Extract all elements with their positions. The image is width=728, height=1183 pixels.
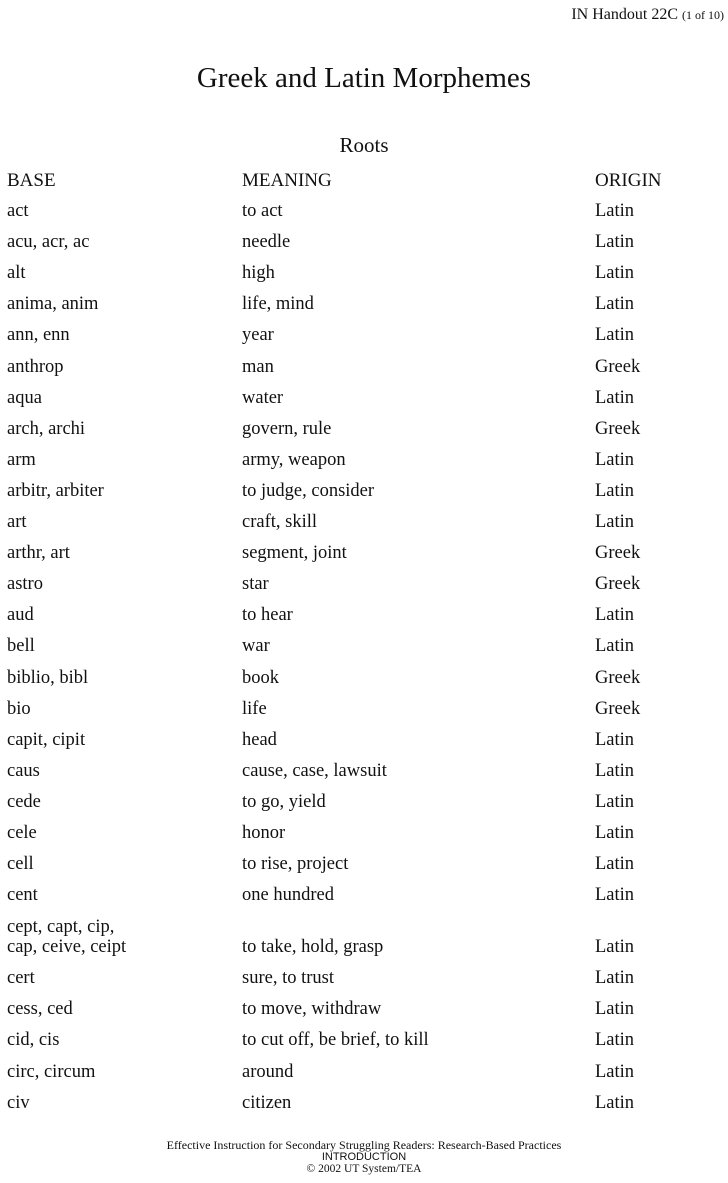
table-header-row [0,165,728,196]
table-row [0,818,728,849]
meaning-cell: life, mind [242,294,314,315]
base-cell: cede [7,791,41,812]
meaning-cell: life [242,698,267,719]
table-row [0,227,728,258]
base-cell: cess, ced [7,999,73,1020]
table-row [0,1057,728,1088]
base-cell: anima, anim [7,294,99,315]
meaning-cell: to cut off, be brief, to kill [242,1030,429,1051]
table-row [0,1025,728,1056]
origin-cell: Latin [595,729,635,750]
base-cell: bio [7,698,31,719]
origin-cell: Latin [595,201,635,222]
base-cell: cele [7,822,37,843]
meaning-cell: craft, skill [242,512,318,533]
base-cell: cid, cis [7,1030,60,1051]
column-header-origin: ORIGIN [595,170,662,191]
origin-cell: Latin [595,822,635,843]
base-cell: circ, circum [7,1061,96,1082]
origin-cell: Greek [595,418,641,439]
base-cell: civ [7,1092,30,1113]
meaning-cell: head [242,729,277,750]
base-cell: act [7,201,29,222]
base-cell: ann, enn [7,325,70,346]
table-row [0,445,728,476]
page-info: (1 of 10) [682,8,724,22]
base-cell: cent [7,885,38,906]
column-header-base: BASE [7,170,56,191]
meaning-cell: to move, withdraw [242,999,382,1020]
base-cell: arch, archi [7,418,86,439]
table-row [0,911,728,963]
meaning-cell: book [242,667,279,688]
meaning-cell: star [242,574,269,595]
origin-cell: Latin [595,449,635,470]
base-cell: bell [7,636,35,657]
origin-cell: Latin [595,885,635,906]
meaning-cell: war [242,636,270,657]
origin-cell: Latin [595,480,635,501]
base-cell: astro [7,574,43,595]
handout-number: IN Handout 22C [571,6,678,23]
table-row [0,787,728,818]
table-row [0,1088,728,1119]
origin-cell: Latin [595,636,635,657]
footer-section: INTRODUCTION [321,1151,407,1163]
base-cell: aqua [7,387,42,408]
table-row [0,849,728,880]
morpheme-table [0,165,728,1119]
table-row [0,320,728,351]
meaning-cell: to rise, project [242,854,349,875]
origin-cell: Greek [595,356,641,377]
table-row [0,600,728,631]
base-cell: arm [7,449,36,470]
table-row [0,569,728,600]
origin-cell: Greek [595,543,641,564]
origin-cell: Latin [595,512,635,533]
footer-copyright: © 2002 UT System/TEA [306,1163,422,1175]
base-cell: acu, acr, ac [7,232,90,253]
base-cell: cell [7,854,34,875]
meaning-cell: to judge, consider [242,480,375,501]
origin-cell: Greek [595,574,641,595]
origin-cell: Latin [595,760,635,781]
meaning-cell: needle [242,232,291,253]
meaning-cell: to hear [242,605,293,626]
origin-cell: Latin [595,232,635,253]
origin-cell: Latin [595,387,635,408]
meaning-cell: man [242,356,274,377]
meaning-cell: water [242,387,284,408]
meaning-cell: one hundred [242,885,334,906]
table-row [0,258,728,289]
base-cell: arthr, art [7,543,70,564]
table-row [0,196,728,227]
table-row [0,756,728,787]
origin-cell: Latin [595,791,635,812]
base-cell: capit, cipit [7,729,86,750]
table-body [0,196,728,1119]
origin-cell: Latin [595,1061,635,1082]
base-cell: alt [7,263,26,284]
meaning-cell: high [242,263,275,284]
page-footer [0,1139,728,1175]
origin-cell: Latin [595,937,635,958]
table-row [0,631,728,662]
base-cell: cert [7,968,35,989]
base-cell [7,917,126,957]
table-row [0,994,728,1025]
meaning-cell: segment, joint [242,543,347,564]
base-cell-line: cept, capt, cip, [7,917,115,938]
table-row [0,663,728,694]
base-cell-line: cap, ceive, ceipt [7,937,127,958]
table-row [0,383,728,414]
origin-cell: Latin [595,1030,635,1051]
column-header-meaning: MEANING [242,170,332,191]
meaning-cell: to go, yield [242,791,326,812]
table-row [0,289,728,320]
footer-title: Effective Instruction for Secondary Struggling Readers: Research-Based Practices [166,1138,562,1152]
table-row [0,963,728,994]
base-cell: caus [7,760,40,781]
origin-cell: Latin [595,1092,635,1113]
handout-id [571,6,724,24]
table-row [0,538,728,569]
table-row [0,725,728,756]
origin-cell: Latin [595,854,635,875]
base-cell: art [7,512,27,533]
base-cell: anthrop [7,356,64,377]
meaning-cell: citizen [242,1092,292,1113]
origin-cell: Latin [595,999,635,1020]
meaning-cell: to act [242,201,283,222]
origin-cell: Latin [595,325,635,346]
meaning-cell: army, weapon [242,449,346,470]
meaning-cell: year [242,325,274,346]
origin-cell: Latin [595,605,635,626]
origin-cell: Greek [595,698,641,719]
origin-cell: Greek [595,667,641,688]
section-heading: Roots [339,133,389,157]
table-row [0,694,728,725]
page-title: Greek and Latin Morphemes [196,62,532,94]
table-row [0,352,728,383]
meaning-cell: cause, case, lawsuit [242,760,387,781]
table-row [0,476,728,507]
origin-cell: Latin [595,294,635,315]
table-row [0,880,728,911]
base-cell: arbitr, arbiter [7,480,104,501]
origin-cell: Latin [595,968,635,989]
meaning-cell: sure, to trust [242,968,334,989]
meaning-cell: honor [242,822,286,843]
table-row [0,414,728,445]
table-row [0,507,728,538]
meaning-cell: around [242,1061,294,1082]
base-cell: aud [7,605,34,626]
base-cell: biblio, bibl [7,667,89,688]
meaning-cell: govern, rule [242,418,332,439]
meaning-cell: to take, hold, grasp [242,937,384,958]
origin-cell: Latin [595,263,635,284]
